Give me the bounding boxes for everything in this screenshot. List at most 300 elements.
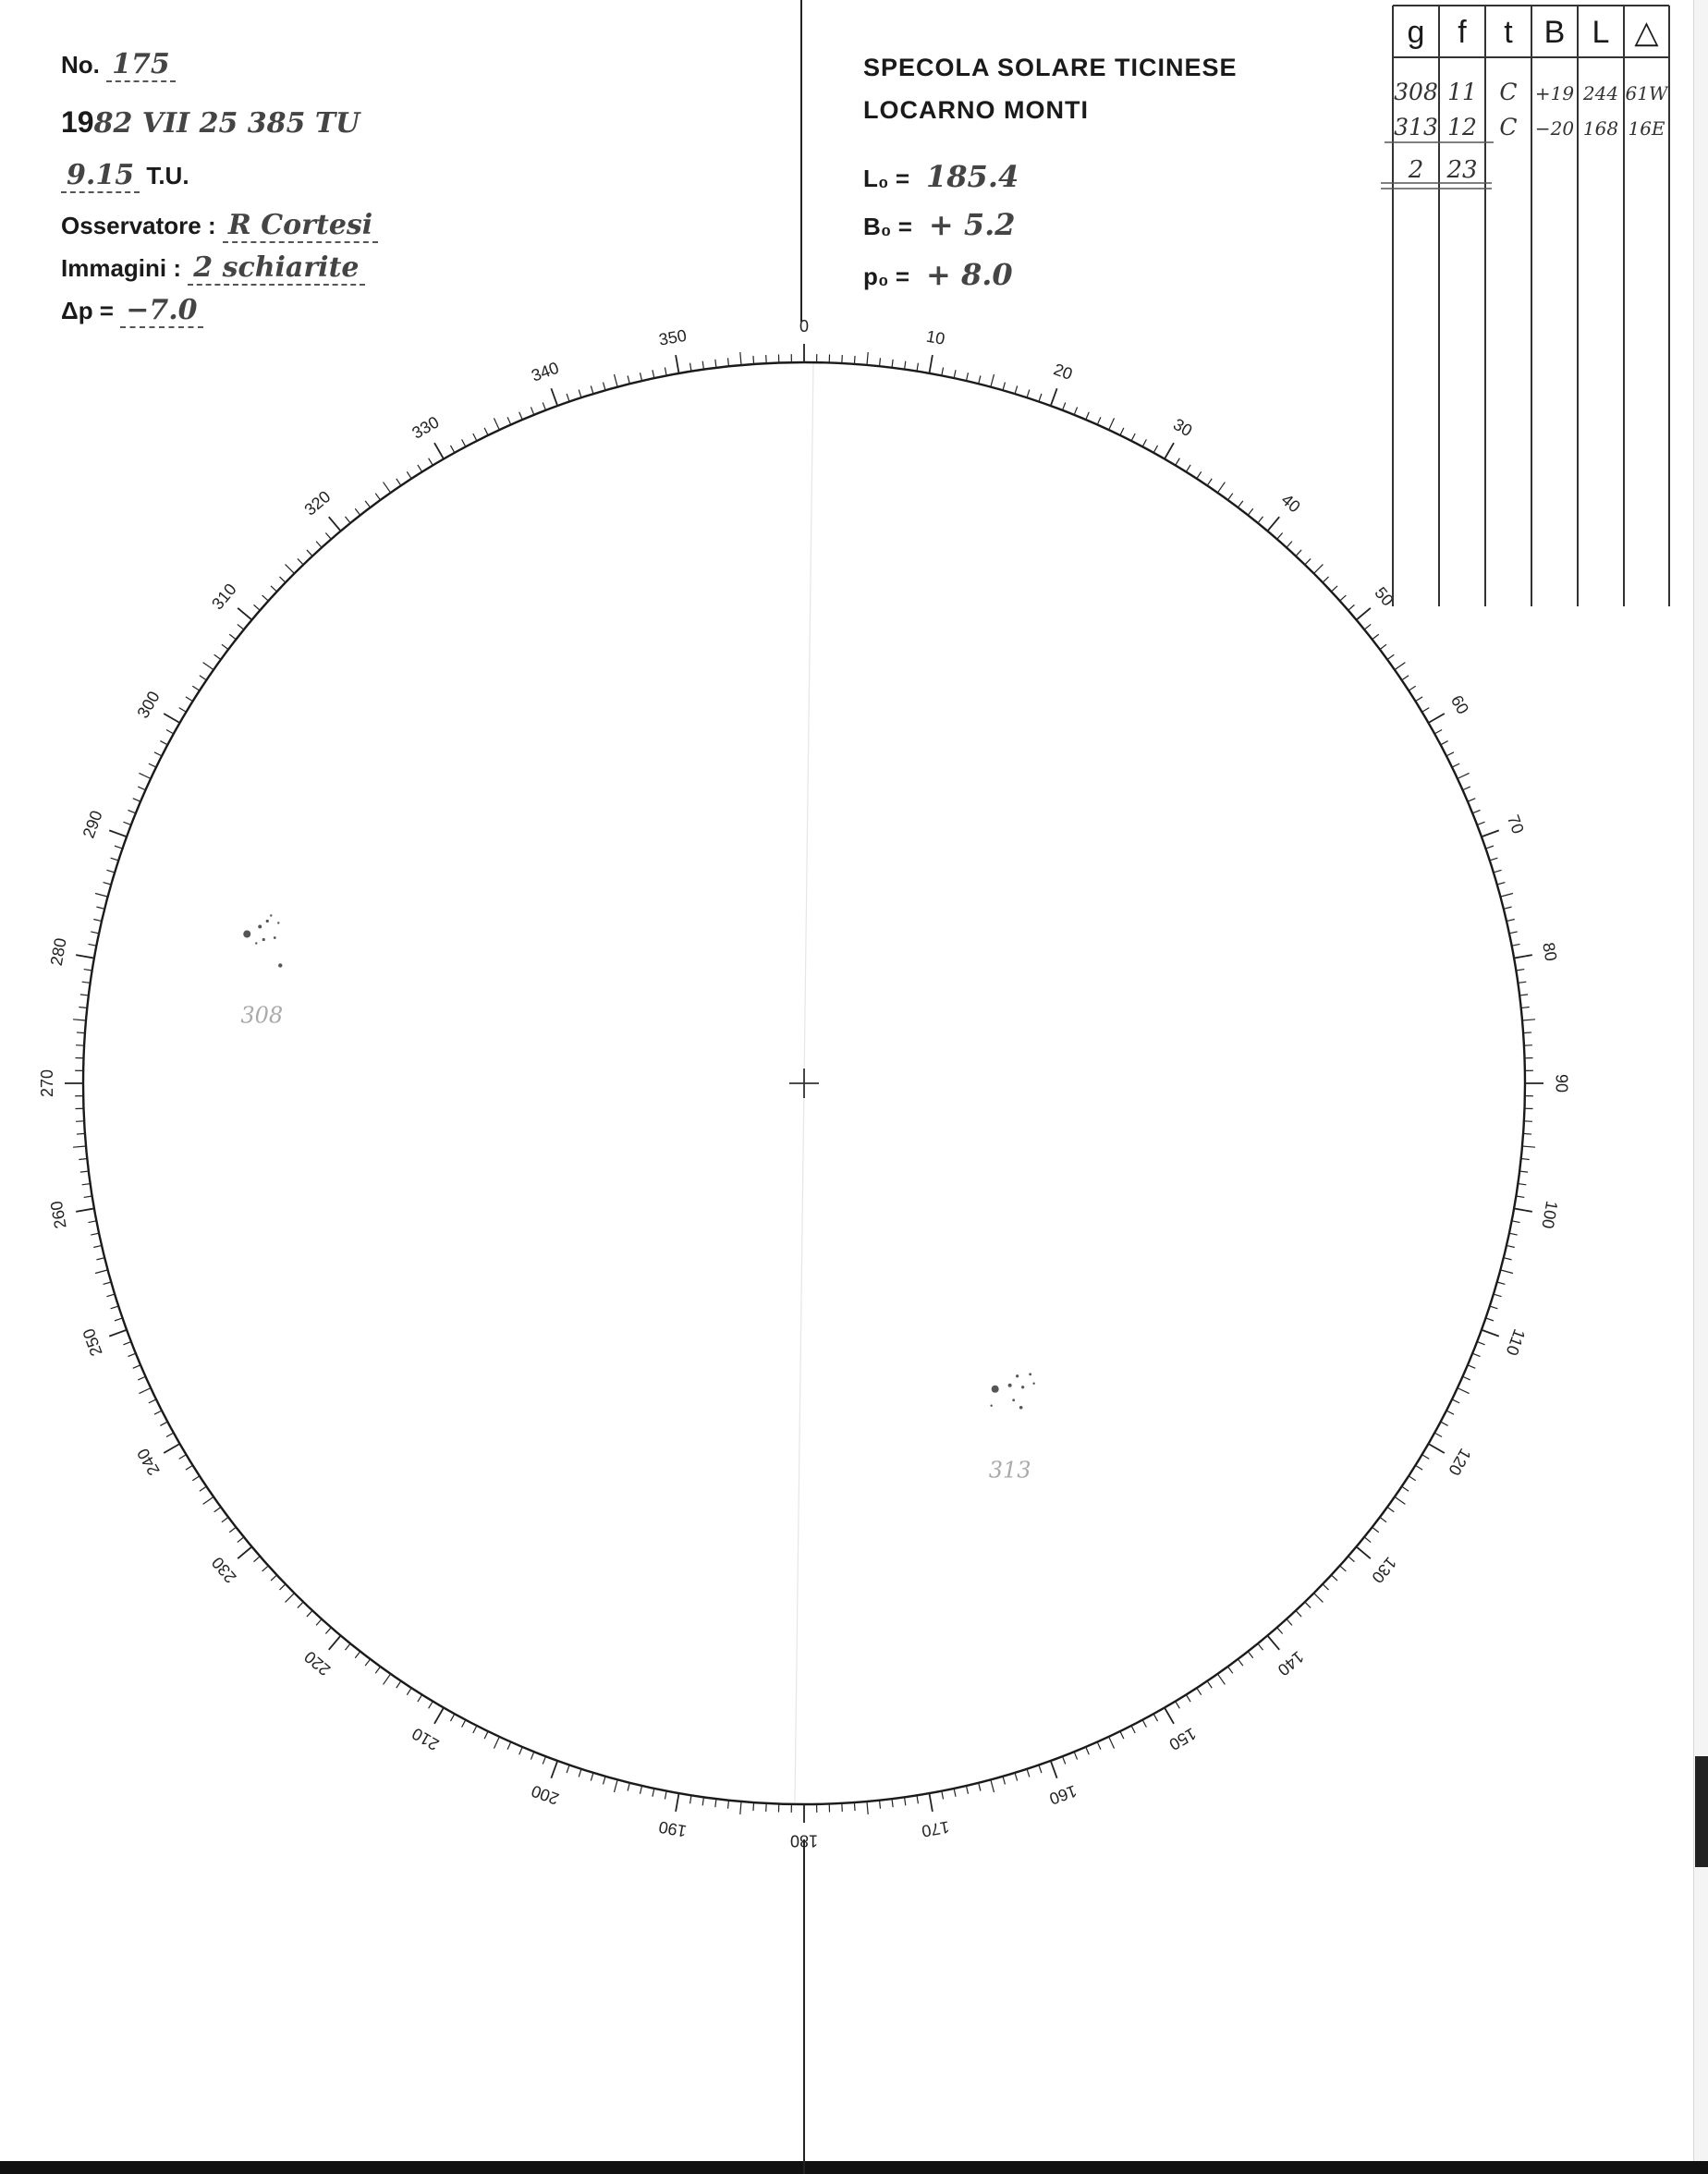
scale-tick [222, 1517, 228, 1521]
scale-tick [1372, 1527, 1379, 1533]
scale-tick [1051, 388, 1057, 406]
scale-label: 70 [1504, 812, 1528, 837]
scale-tick [1509, 932, 1518, 934]
scale-tick [111, 1306, 119, 1309]
images-value: 2 schiarite [188, 251, 364, 286]
sunspot [266, 920, 269, 922]
scale-tick [665, 1791, 666, 1800]
scale-tick [473, 434, 477, 441]
scale-tick [345, 1643, 350, 1650]
scale-tick [1186, 465, 1190, 472]
param-l0-value: 185.4 [926, 159, 1019, 194]
scale-tick [76, 1208, 94, 1211]
scale-tick [1516, 970, 1524, 971]
scale-tick [1441, 741, 1448, 745]
scale-tick [1518, 982, 1526, 983]
scale-tick [203, 663, 214, 670]
scale-tick [854, 356, 855, 364]
scale-tick [867, 352, 868, 365]
scale-label: 130 [1368, 1553, 1400, 1587]
scale-tick [1003, 383, 1005, 391]
scale-tick [384, 482, 391, 493]
scale-tick [365, 1659, 370, 1666]
table-cell: 313 [1394, 114, 1438, 140]
scale-label: 280 [46, 936, 70, 968]
scale-tick [104, 1282, 112, 1284]
scale-tick [106, 870, 115, 873]
scale-tick [104, 883, 112, 885]
sunspot [258, 924, 262, 928]
scale-tick [96, 1258, 104, 1260]
scale-tick [905, 361, 906, 370]
scale-tick [1519, 1171, 1528, 1172]
sunspot-group [240, 914, 283, 1028]
scale-tick [702, 361, 703, 370]
observation-date: 1982 VII 25 385 TU [61, 105, 360, 140]
time-value: 9.15 [61, 159, 140, 193]
sunspot-group-label: 313 [988, 1457, 1031, 1484]
scale-tick [1402, 1486, 1409, 1491]
scale-tick [494, 418, 499, 430]
scale-tick [93, 1245, 102, 1247]
sunspot [1016, 1374, 1019, 1377]
scale-tick [1522, 1146, 1535, 1147]
scale-tick [138, 787, 145, 790]
scale-tick [942, 367, 944, 375]
scale-label: 50 [1371, 583, 1397, 610]
sunspot [274, 936, 276, 939]
scale-tick [1452, 1399, 1459, 1403]
scale-tick [1507, 1245, 1515, 1247]
scale-tick [139, 773, 151, 778]
scale-tick [1197, 1688, 1202, 1695]
scale-tick [1120, 428, 1124, 435]
scale-tick [1490, 858, 1498, 861]
scale-tick [676, 355, 678, 373]
scale-tick [139, 1388, 151, 1394]
table-header: f [1458, 15, 1467, 50]
scale-tick [429, 458, 433, 466]
scale-tick [1504, 907, 1512, 909]
scale-tick [450, 1714, 454, 1721]
scale-label: 270 [37, 1069, 56, 1098]
scale-label: 150 [1165, 1724, 1200, 1754]
scale-tick [892, 360, 893, 368]
scale-tick [1512, 1221, 1520, 1223]
scale-tick [740, 1801, 741, 1814]
scale-tick [628, 1783, 629, 1791]
table-cell: 61W [1625, 82, 1668, 104]
scale-tick [1287, 542, 1292, 548]
scale-tick [179, 1455, 187, 1460]
record-number: No. 175 [61, 48, 176, 82]
scale-tick [154, 1411, 162, 1414]
scale-tick [579, 390, 581, 398]
scale-tick [1015, 1773, 1018, 1781]
scale-tick [79, 1159, 87, 1160]
scale-tick [715, 1799, 716, 1807]
scale-tick [95, 1270, 108, 1274]
scale-tick [279, 577, 285, 582]
param-l0: L₀ = 185.4 [863, 159, 1019, 194]
param-b0: B₀ = + 5.2 [863, 207, 1016, 242]
delta-p-value: −7.0 [120, 294, 202, 328]
sunspot [1008, 1384, 1012, 1387]
scale-tick [543, 402, 545, 409]
scale-tick [702, 1797, 703, 1805]
scale-tick [84, 1196, 92, 1197]
scale-tick [149, 763, 156, 767]
scale-tick [229, 1527, 236, 1533]
scale-tick [1153, 1714, 1157, 1721]
scale-tick [917, 1795, 918, 1803]
scale-tick [1434, 729, 1442, 733]
scale-tick [1357, 608, 1371, 620]
observatory-location: LOCARNO MONTI [863, 96, 1089, 124]
scale-tick [954, 1789, 956, 1797]
scale-tick [186, 697, 193, 702]
scale-tick [690, 363, 691, 372]
scale-tick [1207, 1681, 1212, 1688]
record-number-value: 175 [106, 48, 176, 82]
scale-tick [1468, 1365, 1475, 1369]
scale-tick [1463, 1376, 1470, 1380]
scale-tick [1287, 1619, 1292, 1626]
scale-label: 90 [1552, 1073, 1571, 1093]
scale-tick [254, 1557, 261, 1562]
scale-tick [507, 417, 511, 424]
scale-tick [1452, 763, 1459, 767]
scale-tick [1486, 1318, 1494, 1321]
scale-tick [1142, 439, 1146, 446]
scale-label: 190 [657, 1817, 689, 1841]
scale-tick [1364, 1537, 1371, 1543]
scale-label: 20 [1051, 360, 1076, 384]
table-cell: C [1499, 79, 1518, 105]
scale-tick [604, 1777, 605, 1785]
param-p0-value: + 8.0 [926, 257, 1013, 292]
center-cross [789, 1069, 819, 1098]
scale-tick [1063, 402, 1066, 409]
sunspot [1029, 1373, 1031, 1375]
scale-tick [1409, 1476, 1416, 1481]
scale-tick [96, 907, 104, 909]
scale-tick [1165, 443, 1174, 458]
scale-tick [531, 1752, 533, 1759]
scale-tick [396, 1681, 401, 1688]
scale-tick [1097, 1742, 1101, 1750]
scale-tick [355, 508, 360, 515]
scale-tick [604, 383, 605, 391]
scale-tick [1504, 1258, 1512, 1260]
scale-tick [91, 1233, 99, 1235]
scale-tick [1497, 883, 1506, 885]
table-cell: 168 [1582, 117, 1619, 140]
scale-tick [665, 367, 666, 375]
scale-tick [316, 1619, 322, 1626]
scale-tick [1296, 550, 1301, 556]
group-table [1381, 6, 1669, 606]
table-cell: −20 [1534, 117, 1575, 140]
scale-tick [966, 373, 968, 381]
scale-tick [979, 1783, 981, 1791]
scale-tick [138, 1376, 145, 1380]
scale-tick [628, 375, 629, 384]
scale-tick [929, 355, 932, 373]
scale-tick [200, 1486, 206, 1491]
scale-tick [192, 1476, 200, 1481]
sunspot [277, 922, 279, 923]
scale-tick [567, 394, 569, 402]
scale-tick [1472, 1353, 1480, 1356]
scale-label: 80 [1539, 941, 1561, 963]
scale-tick [214, 1507, 221, 1511]
scale-tick [1348, 605, 1355, 610]
scale-tick [123, 822, 130, 824]
scale-tick [1176, 1702, 1180, 1709]
scale-tick [1039, 394, 1042, 402]
scale-tick [1422, 1455, 1430, 1460]
scale-tick [298, 1602, 303, 1607]
scale-label: 210 [409, 1724, 443, 1754]
scale-tick [80, 1171, 89, 1172]
table-cell: 308 [1394, 79, 1438, 105]
scale-tick [1409, 686, 1416, 690]
scale-tick [286, 1594, 295, 1603]
scale-tick [1472, 810, 1480, 812]
scale-tick [1323, 577, 1328, 582]
scale-tick [1518, 1184, 1526, 1185]
scale-tick [1086, 1747, 1090, 1754]
scale-tick [1523, 1032, 1531, 1033]
scale-tick [1323, 1584, 1328, 1590]
scale-tick [462, 439, 466, 446]
scale-tick [73, 1146, 86, 1147]
scale-tick [1463, 787, 1470, 790]
scale-tick [1051, 1761, 1057, 1778]
scale-label: 120 [1445, 1445, 1475, 1479]
scale-tick [1486, 846, 1494, 849]
scale-tick [1482, 1330, 1499, 1337]
scale-tick [1494, 1294, 1502, 1297]
sunspot [255, 942, 257, 944]
scale-tick [1482, 830, 1499, 837]
date-value: 82 VII 25 385 TU [93, 107, 360, 140]
scale-tick [1063, 1756, 1066, 1764]
scale-tick [1428, 714, 1444, 723]
scale-tick [1258, 1643, 1263, 1650]
scale-tick [1153, 446, 1157, 453]
scale-tick [1507, 920, 1515, 922]
scale-tick [179, 708, 187, 713]
scale-label: 340 [529, 358, 562, 385]
scale-tick [123, 1342, 130, 1345]
sunspot [1012, 1398, 1015, 1401]
scale-label: 250 [79, 1325, 106, 1359]
scale-tick [966, 1786, 968, 1794]
scale-tick [1387, 1507, 1394, 1511]
scale-tick [407, 1688, 411, 1695]
scale-tick [160, 741, 167, 745]
scale-tick [892, 1799, 893, 1807]
scale-tick [1509, 1233, 1518, 1235]
scale-tick [95, 893, 108, 897]
table-total: 2 [1408, 156, 1424, 184]
scale-tick [591, 385, 593, 394]
observer-value: R Cortesi [223, 209, 378, 243]
scale-tick [93, 920, 102, 922]
scale-label: 290 [79, 808, 106, 841]
scale-tick [1277, 533, 1283, 540]
scale-tick [1500, 893, 1513, 897]
scale-tick [991, 374, 994, 387]
scale-tick [84, 970, 92, 971]
scale-tick [954, 370, 956, 378]
scale-tick [329, 517, 341, 531]
sunspot [1019, 1406, 1023, 1410]
scale-tick [407, 471, 411, 479]
scale-tick [1340, 595, 1347, 601]
scale-tick [1428, 1444, 1444, 1453]
scale-tick [1477, 1342, 1484, 1345]
scale-tick [76, 955, 94, 958]
scale-tick [238, 624, 244, 629]
scale-tick [484, 1731, 488, 1739]
scale-tick [1458, 773, 1470, 778]
scale-tick [186, 1465, 193, 1470]
scale-tick [238, 1546, 251, 1558]
scale-tick [365, 501, 370, 507]
scale-tick [1131, 1726, 1135, 1733]
scale-tick [1523, 1133, 1531, 1134]
scale-tick [1441, 1422, 1448, 1425]
scale-tick [728, 1801, 729, 1809]
scale-tick [254, 605, 261, 610]
scale-tick [307, 1610, 312, 1617]
table-header: t [1504, 15, 1513, 50]
scale-tick [1097, 417, 1101, 424]
scale-label: 240 [133, 1445, 164, 1479]
table-cell: 12 [1447, 114, 1477, 140]
scale-label: 10 [924, 326, 946, 348]
delta-p: Δp = −7.0 [61, 294, 203, 328]
scale-tick [543, 1756, 545, 1764]
scale-tick [473, 1726, 477, 1733]
scale-tick [133, 799, 140, 802]
scale-tick [1434, 1433, 1442, 1436]
sunspot [1032, 1383, 1034, 1385]
table-cell: +19 [1534, 82, 1575, 104]
table-header: L [1592, 15, 1610, 50]
scale-tick [1380, 644, 1386, 649]
scale-tick [1348, 1557, 1355, 1562]
scale-tick [164, 714, 179, 723]
sunspot [990, 1405, 992, 1407]
scale-tick [640, 373, 642, 381]
scale-tick [166, 1433, 174, 1436]
scale-label: 40 [1277, 490, 1304, 517]
table-header: g [1407, 15, 1425, 50]
scale-tick [203, 1496, 214, 1504]
scale-tick [1258, 517, 1263, 523]
scale-tick [106, 1294, 115, 1297]
scale-tick [1238, 1659, 1242, 1666]
scale-tick [1248, 1652, 1253, 1658]
scale-tick [1277, 1628, 1283, 1634]
scale-tick [1186, 1694, 1190, 1702]
scale-tick [942, 1791, 944, 1800]
scale-tick [77, 1032, 85, 1033]
scale-label: 30 [1169, 414, 1196, 441]
scale-tick [1227, 494, 1232, 500]
scale-tick [396, 479, 401, 485]
observatory-name: SPECOLA SOLARE TICINESE [863, 54, 1238, 81]
table-cell: 244 [1582, 82, 1619, 104]
scale-tick [1331, 1575, 1337, 1581]
scale-tick [329, 1636, 341, 1650]
scale-tick [1422, 708, 1430, 713]
scale-tick [1027, 1769, 1030, 1777]
scale-tick [1387, 654, 1394, 659]
scale-tick [579, 1769, 581, 1777]
scale-label: 310 [208, 580, 240, 614]
scale-label: 60 [1446, 691, 1473, 718]
sunspot-group-label: 308 [240, 1002, 284, 1029]
sunspot [992, 1386, 999, 1393]
scale-label: 170 [920, 1817, 951, 1841]
table-header: △ [1634, 15, 1659, 50]
scale-tick [1227, 1667, 1232, 1673]
sunspot [270, 914, 272, 916]
table-cell: C [1499, 114, 1518, 140]
scale-tick [753, 1802, 754, 1811]
scale-tick [1165, 1707, 1174, 1723]
scale-tick [1477, 822, 1484, 824]
scale-tick [164, 1444, 179, 1453]
scale-label: 100 [1538, 1199, 1562, 1230]
scale-tick [867, 1801, 868, 1814]
scale-label: 300 [133, 688, 164, 722]
scale-tick [1109, 1737, 1115, 1749]
sunspot-groups [240, 914, 1035, 1483]
scale-tick [753, 356, 754, 364]
scale-tick [1003, 1777, 1005, 1785]
scale-label: 260 [46, 1199, 70, 1230]
sunspot [1021, 1386, 1024, 1388]
scale-tick [462, 1720, 466, 1728]
scale-tick [1521, 1159, 1530, 1160]
scale-tick [614, 374, 617, 387]
scale-tick [507, 1742, 511, 1750]
scale-tick [450, 446, 454, 453]
scale-tick [271, 586, 277, 592]
scale-tick [1197, 471, 1202, 479]
scale-tick [1217, 482, 1225, 493]
sunspot [278, 963, 282, 967]
scale-label: 200 [529, 1781, 562, 1809]
scale-tick [653, 1789, 654, 1797]
scale-tick [262, 595, 269, 601]
scale-tick [640, 1786, 642, 1794]
scale-tick [279, 1584, 285, 1590]
scale-tick [345, 517, 350, 523]
param-p0: p₀ = + 8.0 [863, 257, 1013, 292]
scale-tick [676, 1793, 678, 1812]
scale-tick [728, 358, 729, 366]
scale-tick [307, 550, 312, 556]
scale-tick [77, 1133, 85, 1134]
scale-tick [434, 443, 444, 458]
